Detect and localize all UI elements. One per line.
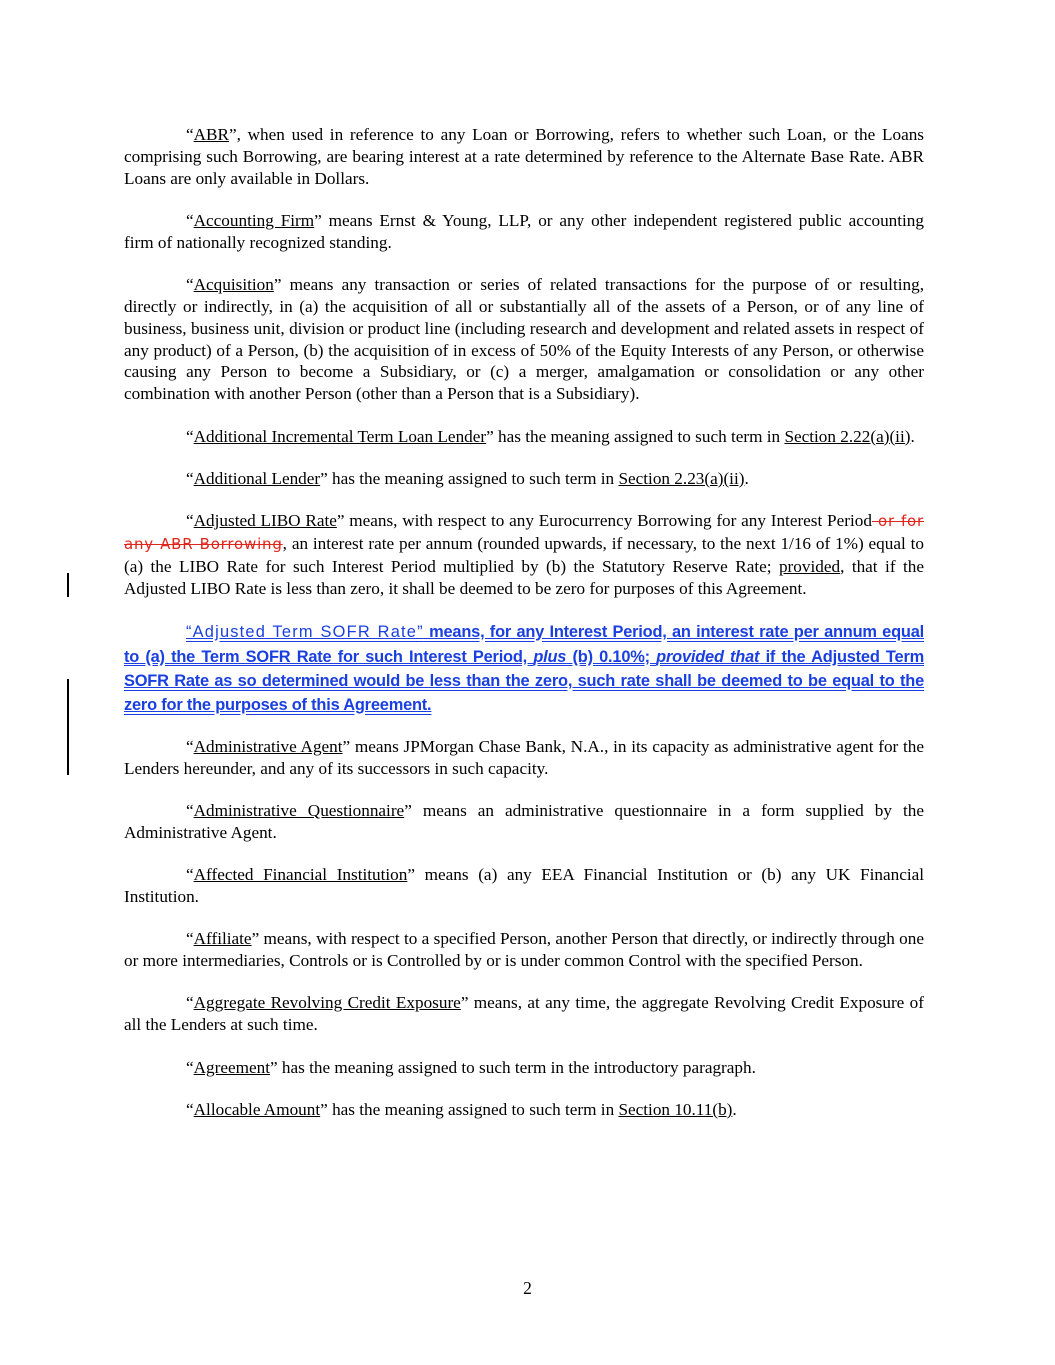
section-reference: Section 2.22(a)(ii)	[784, 426, 911, 446]
period: .	[732, 1100, 737, 1120]
definition-text: , that if the Adjusted LIBO Rate is less than zero, it shall be deemed to be zero for purposes of this Agreement.	[124, 556, 924, 598]
definition-text: ”, when used in reference to any Loan or Borrowing, refers to whether such Loan, or the Loans comprising such Borrowing, are bearing interest at a rate determined by reference to the Alternate Base Rate. ABR Loans are only available in Dollars.	[124, 125, 924, 188]
defined-term: Agreement	[193, 1057, 270, 1077]
definition-affected-financial-institution	[124, 864, 924, 908]
definition-acquisition	[124, 274, 924, 405]
period: .	[910, 426, 915, 446]
open-quote: “	[186, 426, 194, 446]
open-quote: “	[186, 929, 194, 949]
defined-term: Allocable Amount	[193, 1100, 321, 1120]
defined-term: Affected Financial Institution	[193, 865, 408, 885]
definition-additional-lender	[124, 468, 924, 490]
defined-term: Additional Lender	[193, 468, 321, 488]
open-quote: “	[186, 125, 194, 144]
defined-term: Administrative Agent	[193, 736, 343, 756]
definition-text: ” means, with respect to any Eurocurrency Borrowing for any Interest Period	[336, 511, 872, 531]
definition-text: ” has the meaning assigned to such term in	[486, 426, 785, 446]
inserted-text	[124, 623, 924, 714]
definition-text: ” means, with respect to a specified Person, another Person that directly, or indirectly through one or more intermediaries, Controls or is Controlled by or is under common Control with the specified Person.	[124, 929, 924, 971]
defined-term: ABR	[193, 125, 229, 144]
definition-adjusted-term-sofr-rate	[124, 620, 924, 718]
definition-text: if the Adjusted Term SOFR Rate as so determined would be less than the zero, such rate shall be deemed to be equal to the zero for the purposes of this Agreement.	[124, 647, 924, 715]
definition-text: ” means, at any time, the aggregate Revolving Credit Exposure of all the Lenders at such time.	[124, 993, 924, 1035]
definition-text: ” means Ernst & Young, LLP, or any other independent registered public accounting firm of nationally recognized standing.	[124, 210, 924, 252]
definition-text: ” means JPMorgan Chase Bank, N.A., in its capacity as administrative agent for the Lenders hereunder, and any of its successors in such capacity.	[124, 736, 924, 778]
change-bar-libo	[67, 573, 69, 597]
defined-term: “Adjusted Term SOFR Rate”	[186, 623, 424, 642]
definition-text: (b) 0.10%;	[566, 647, 657, 666]
definition-text: ” means any transaction or series of related transactions for the purpose of or resulting, directly or indirectly, in (a) the acquisition of all or substantially all of the assets of a Person, or of any line of business, business unit, division or product line (including research and development and related assets in respect of any product) of a Person, (b) the acquisition of in excess of 50% of the Equity Interests of any Person, or otherwise causing any Person to become a Subsidiary, or (c) a merger, amalgamation or consolidation or any other combination with another Person (other than a Person that is a Subsidiary).	[124, 275, 924, 404]
definition-additional-incremental-term-loan-lender	[124, 426, 924, 448]
open-quote: “	[186, 736, 194, 756]
defined-term: Acquisition	[193, 275, 274, 295]
definition-agreement	[124, 1057, 924, 1079]
provided-keyword: provided	[778, 556, 841, 576]
definition-text: ” has the meaning assigned to such term in	[320, 1100, 619, 1120]
definition-text: ” has the meaning assigned to such term in	[320, 468, 619, 488]
defined-term: Adjusted LIBO Rate	[193, 511, 337, 531]
section-reference: Section 10.11(b)	[618, 1100, 733, 1120]
page-number: 2	[523, 1278, 532, 1298]
period: .	[744, 468, 749, 488]
defined-term: Administrative Questionnaire	[193, 800, 405, 820]
definition-allocable-amount	[124, 1099, 924, 1121]
definition-affiliate	[124, 928, 924, 972]
change-bar-sofr	[67, 679, 69, 775]
plus-keyword: plus	[533, 647, 567, 666]
definition-aggregate-revolving-credit-exposure	[124, 992, 924, 1036]
open-quote: “	[186, 468, 194, 488]
defined-term: Affiliate	[193, 929, 252, 949]
open-quote: “	[186, 800, 194, 820]
definition-administrative-agent	[124, 736, 924, 780]
definition-administrative-questionnaire	[124, 800, 924, 844]
open-quote: “	[186, 210, 194, 230]
defined-term: Additional Incremental Term Loan Lender	[193, 426, 487, 446]
definition-text: ” means (a) any EEA Financial Institution or (b) any UK Financial Institution.	[124, 865, 924, 906]
section-reference: Section 2.23(a)(ii)	[618, 468, 745, 488]
definition-text: ” has the meaning assigned to such term in the introductory paragraph.	[270, 1057, 756, 1077]
definition-text: means, for any Interest Period, an interest rate per annum equal to (a) the Term SOFR Rate for such Interest Period,	[124, 623, 924, 666]
open-quote: “	[186, 1057, 194, 1077]
provided-that-keyword: provided that	[656, 647, 760, 666]
definition-text: , an interest rate per annum (rounded upwards, if necessary, to the next 1/16 of 1%) equal to (a) the LIBO Rate for such Interest Period multiplied by (b) the Statutory Reserve Rate;	[124, 534, 924, 576]
definition-text: ” means an administrative questionnaire in a form supplied by the Administrative Agent.	[124, 800, 924, 842]
definition-accounting-firm	[124, 210, 924, 254]
defined-term: Accounting Firm	[193, 210, 315, 230]
open-quote: “	[186, 1100, 194, 1120]
deleted-text: or for any ABR Borrowing	[124, 512, 924, 554]
definitions-body	[124, 124, 924, 1141]
open-quote: “	[186, 511, 194, 531]
definition-abr	[124, 124, 924, 189]
open-quote: “	[186, 865, 194, 885]
open-quote: “	[186, 275, 194, 295]
open-quote: “	[186, 993, 194, 1013]
defined-term: Aggregate Revolving Credit Exposure	[193, 993, 461, 1013]
definition-adjusted-libo-rate	[124, 510, 924, 599]
